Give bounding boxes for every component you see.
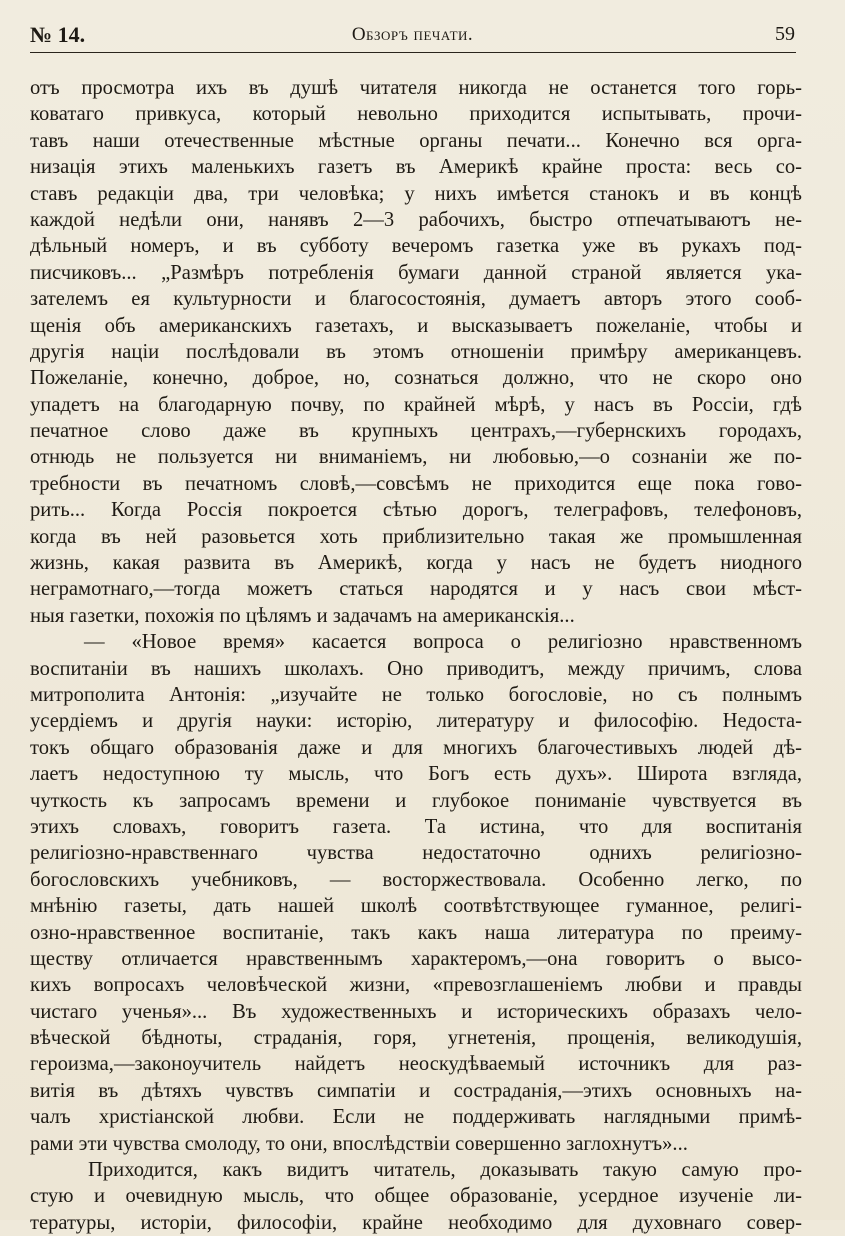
text-line: печатное слово даже въ крупныхъ центрахъ,—губернскихъ городахъ, xyxy=(30,420,802,443)
text-line: тературы, исторіи, философіи, крайне необходимо для духовнаго совер- xyxy=(30,1211,802,1234)
paragraph-start-line: — «Новое время» касается вопроса о религіозно нравственномъ xyxy=(84,631,802,654)
text-line: ществу отличается нравственнымъ характеромъ,—она говоритъ о высо- xyxy=(30,947,802,970)
text-line: кихъ вопросахъ человѣческой жизни, «превозглашеніемъ любви и правды xyxy=(30,974,802,997)
issue-number: № 14. xyxy=(30,22,86,47)
text-line: героизма,—законоучитель найдетъ неоскудѣваемый источникъ для раз- xyxy=(30,1053,802,1076)
text-line: щенія объ американскихъ газетахъ, и высказываетъ пожеланіе, чтобы и xyxy=(30,314,802,337)
text-line: дѣльный номеръ, и въ субботу вечеромъ газетка уже въ рукахъ под- xyxy=(30,235,802,258)
text-line: митрополита Антонія: „изучайте не только богословіе, но съ полнымъ xyxy=(30,683,802,706)
text-line: рами эти чувства смолоду, то они, впослѣдствіи совершенно заглохнутъ»... xyxy=(30,1132,688,1155)
text-line: каждой недѣли они, нанявъ 2—3 рабочихъ, быстро отпечатываютъ не- xyxy=(30,208,802,231)
text-line: зателемъ ея культурности и благосостоянія, думаетъ авторъ этого сооб- xyxy=(30,288,802,311)
text-line: ставъ редакціи два, три человѣка; у нихъ имѣется станокъ и въ концѣ xyxy=(30,182,802,205)
text-line: отъ просмотра ихъ въ душѣ читателя никогда не останется того горь- xyxy=(30,77,802,99)
text-line: упадетъ на благодарную почву, по крайней мѣрѣ, у насъ въ Россіи, гдѣ xyxy=(30,393,802,416)
paragraph-start-line: Приходится, какъ видитъ читатель, доказывать такую самую про- xyxy=(88,1159,802,1182)
text-line: низація этихъ маленькихъ газетъ въ Америкѣ крайне проста: весь со- xyxy=(30,156,802,179)
running-header xyxy=(30,22,795,52)
text-line: усердіемъ и другія науки: исторію, литературу и философію. Недоста- xyxy=(30,710,802,733)
header-rule xyxy=(30,52,796,53)
text-line: неграмотнаго,—тогда можетъ статься народятся и у насъ свои мѣст- xyxy=(30,578,802,601)
section-title: Обзоръ печати. xyxy=(351,24,474,45)
text-line: отнюдь не пользуется ни вниманіемъ, ни любовью,—о сознаніи же по- xyxy=(30,446,802,469)
text-line: писчиковъ... „Размѣръ потребленія бумаги данной страной является ука- xyxy=(30,261,802,284)
text-line: когда въ ней разовьется хоть приблизительно такая же промышленная xyxy=(30,525,802,548)
text-line: ныя газетки, похожія по цѣлямъ и задачамъ на американскія... xyxy=(30,604,575,627)
text-line: Пожеланіе, конечно, доброе, но, сознаться должно, что не скоро оно xyxy=(30,367,802,390)
text-line: стую и очевидную мысль, что общее образованіе, усердное изученіе ли- xyxy=(30,1185,802,1208)
text-line: рить... Когда Россія покроется сѣтью дорогъ, телеграфовъ, телефоновъ, xyxy=(30,499,802,522)
text-line: витія въ дѣтяхъ чувствъ симпатіи и состраданія,—этихъ основныхъ на- xyxy=(30,1079,802,1102)
text-line: коватаго привкуса, который невольно приходится испытывать, прочи- xyxy=(30,103,802,126)
text-line: религіозно-нравственнаго чувства недостаточно однихъ религіозно- xyxy=(30,842,802,865)
text-line: тавъ наши отечественные мѣстные органы печати... Конечно вся орга- xyxy=(30,129,802,152)
text-line: мнѣнію газеты, дать нашей школѣ соотвѣтствующее гуманное, религі- xyxy=(30,895,802,918)
text-line: токъ общаго образованія даже и для многихъ благочестивыхъ людей дѣ- xyxy=(30,736,802,759)
text-line: чуткость къ запросамъ времени и глубокое пониманіе чувствуется въ xyxy=(30,789,802,812)
text-line: требности въ печатномъ словѣ,—совсѣмъ не приходится еще пока гово- xyxy=(30,472,802,495)
text-line: вѣческой бѣдноты, страданія, горя, угнетенія, прощенія, великодушія, xyxy=(30,1027,802,1050)
text-line: жизнь, какая развита въ Америкѣ, когда у насъ не будетъ ниодного xyxy=(30,552,802,575)
text-line: богословскихъ учебниковъ, — восторжествовала. Особенно легко, по xyxy=(30,868,802,891)
text-line: чалъ христіанской любви. Если не поддерживать наглядными примѣ- xyxy=(30,1106,802,1129)
text-line: озно-нравственное воспитаніе, такъ какъ наша литература по преиму- xyxy=(30,921,802,944)
article-body xyxy=(30,75,802,1236)
text-line: воспитаніи въ нашихъ школахъ. Оно приводитъ, между причимъ, слова xyxy=(30,657,802,680)
text-line: этихъ словахъ, говоритъ газета. Та истина, что для воспитанія xyxy=(30,815,802,838)
page-number: 59 xyxy=(775,23,795,45)
text-line: чистаго ученья»... Въ художественныхъ и историческихъ образахъ чело- xyxy=(30,1000,802,1023)
text-line: лаетъ недоступною ту мысль, что Богъ есть духъ». Широта взгляда, xyxy=(30,763,802,786)
text-line: другія націи послѣдовали въ этомъ отношеніи примѣру американцевъ. xyxy=(30,340,802,363)
